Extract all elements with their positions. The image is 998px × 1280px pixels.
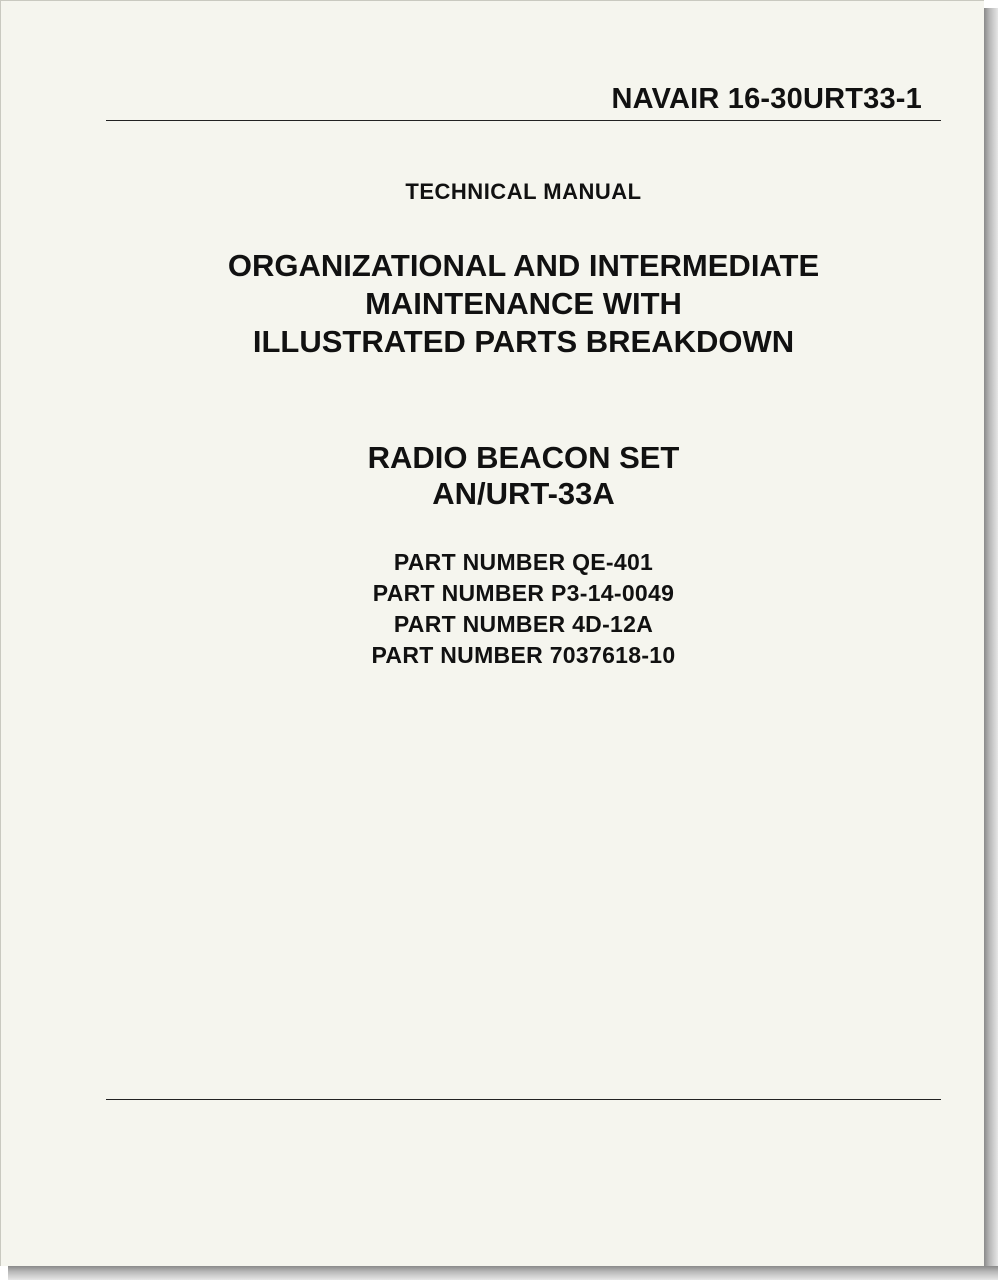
equipment-line: AN/URT-33A <box>432 476 615 511</box>
manual-type: TECHNICAL MANUAL <box>405 179 642 204</box>
top-rule <box>106 120 941 121</box>
document-number: NAVAIR 16-30URT33-1 <box>611 83 922 115</box>
title-line: ILLUSTRATED PARTS BREAKDOWN <box>252 324 795 359</box>
page-shadow-bottom <box>8 1266 998 1280</box>
part-number: PART NUMBER 4D-12A <box>393 611 654 637</box>
bottom-rule <box>106 1099 941 1100</box>
part-number: PART NUMBER P3-14-0049 <box>372 580 675 606</box>
manual-title <box>106 247 941 361</box>
title-line: MAINTENANCE WITH <box>365 286 682 321</box>
part-number-list <box>106 547 941 671</box>
part-number: PART NUMBER QE-401 <box>393 549 654 575</box>
equipment-name <box>106 440 941 512</box>
part-number: PART NUMBER 7037618-10 <box>371 642 676 668</box>
page-shadow-right <box>984 8 998 1280</box>
title-line: ORGANIZATIONAL AND INTERMEDIATE <box>227 248 820 283</box>
equipment-line: RADIO BEACON SET <box>367 440 680 475</box>
